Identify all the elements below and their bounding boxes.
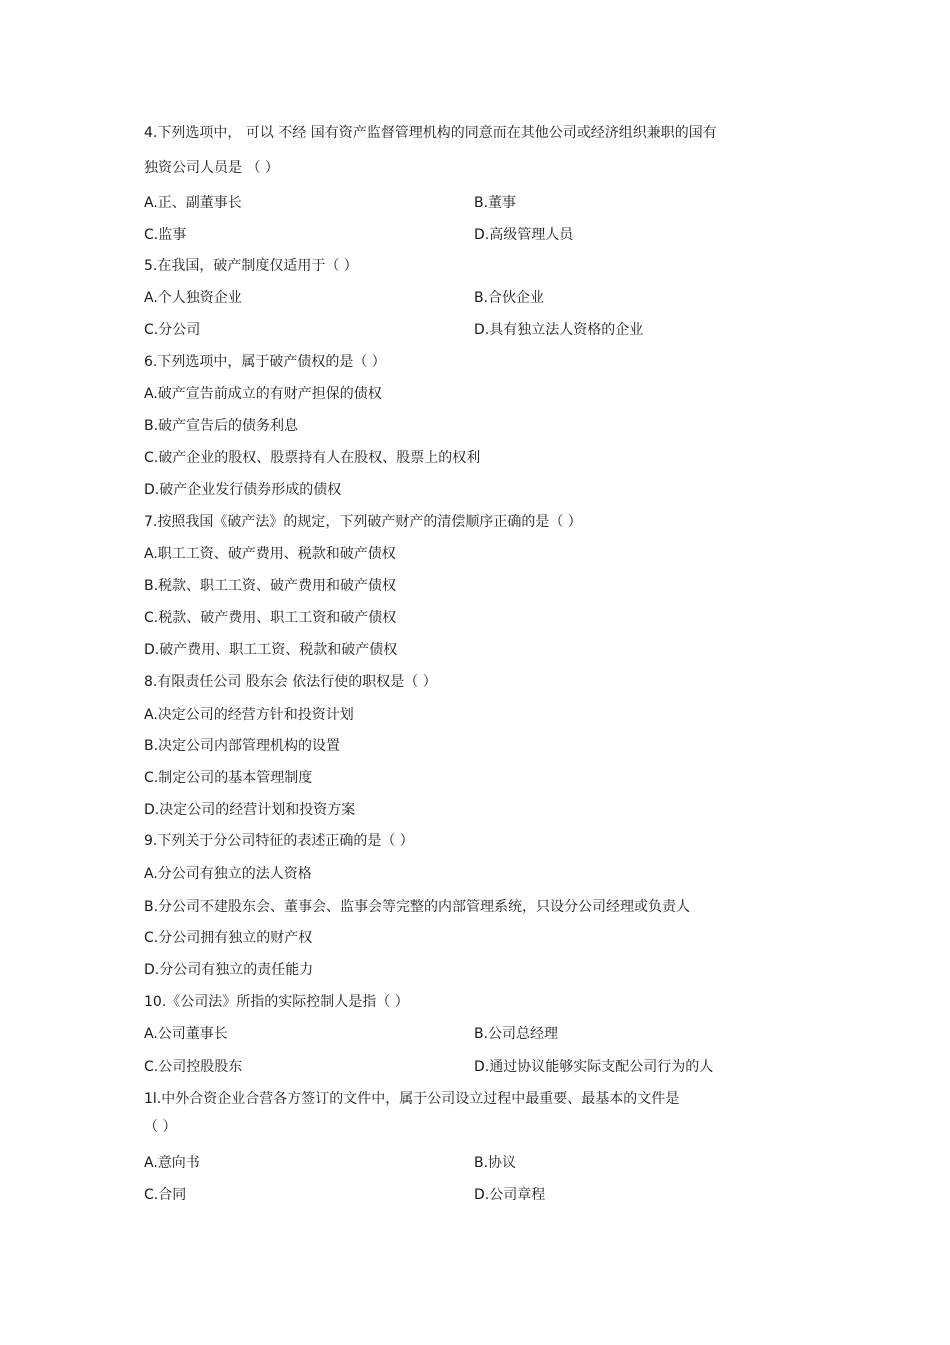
question-6-option-c: C.破产企业的股权、股票持有人在股权、股票上的权利 <box>144 450 481 466</box>
question-5-option-a: A.个人独资企业 <box>144 290 242 306</box>
question-5-option-b: B.合伙企业 <box>474 290 545 306</box>
question-7-option-d: D.破产费用、职工工资、税款和破产债权 <box>144 642 398 658</box>
question-9-option-c: C.分公司拥有独立的财产权 <box>144 930 313 946</box>
question-4-stem-line1: 4.下列选项中， 可以 不经 国有资产监督管理机构的同意而在其他公司或经济组织兼职的国有 <box>144 125 717 141</box>
question-6-option-a: A.破产宣告前成立的有财产担保的债权 <box>144 386 382 402</box>
question-6-option-b: B.破产宣告后的债务利息 <box>144 418 299 434</box>
question-6-stem: 6.下列选项中，属于破产债权的是（ ） <box>144 354 386 370</box>
question-7-option-b: B.税款、职工工资、破产费用和破产债权 <box>144 578 397 594</box>
question-6-option-d: D.破产企业发行债券形成的债权 <box>144 482 342 498</box>
question-4-stem-line2: 独资公司人员是 （ ） <box>144 160 279 176</box>
question-10-option-d: D.通过协议能够实际支配公司行为的人 <box>474 1059 714 1075</box>
question-4-option-b: B.董事 <box>474 195 517 211</box>
question-11-option-b: B.协议 <box>474 1155 517 1171</box>
question-5-option-c: C.分公司 <box>144 322 201 338</box>
question-10-option-a: A.公司董事长 <box>144 1026 228 1042</box>
question-4-option-c: C.监事 <box>144 227 187 243</box>
question-11-stem-line2: （ ） <box>144 1119 177 1135</box>
question-9-option-b: B.分公司不建股东会、董事会、监事会等完整的内部管理系统，只设分公司经理或负责人 <box>144 899 691 915</box>
question-10-stem: 10.《公司法》所指的实际控制人是指（ ） <box>144 994 409 1010</box>
question-4-option-a: A.正、副董事长 <box>144 195 242 211</box>
question-9-option-a: A.分公司有独立的法人资格 <box>144 866 312 882</box>
question-8-option-a: A.决定公司的经营方针和投资计划 <box>144 707 354 723</box>
question-11-option-a: A.意向书 <box>144 1155 200 1171</box>
question-5-option-d: D.具有独立法人资格的企业 <box>474 322 644 338</box>
question-10-option-c: C.公司控股股东 <box>144 1059 243 1075</box>
question-11-stem-line1: 1l.中外合资企业合营各方签订的文件中，属于公司设立过程中最重要、最基本的文件是 <box>144 1091 680 1107</box>
question-11-option-c: C.合同 <box>144 1187 187 1203</box>
question-11-option-d: D.公司章程 <box>474 1187 546 1203</box>
question-9-option-d: D.分公司有独立的责任能力 <box>144 962 314 978</box>
question-8-stem: 8.有限责任公司 股东会 依法行使的职权是（ ） <box>144 674 437 690</box>
question-7-option-c: C.税款、破产费用、职工工资和破产债权 <box>144 610 397 626</box>
question-8-option-c: C.制定公司的基本管理制度 <box>144 770 313 786</box>
question-8-option-d: D.决定公司的经营计划和投资方案 <box>144 802 356 818</box>
question-4-option-d: D.高级管理人员 <box>474 227 574 243</box>
question-7-stem: 7.按照我国《破产法》的规定，下列破产财产的清偿顺序正确的是（ ） <box>144 514 582 530</box>
question-8-option-b: B.决定公司内部管理机构的设置 <box>144 738 341 754</box>
question-5-stem: 5.在我国，破产制度仅适用于（ ） <box>144 258 358 274</box>
question-10-option-b: B.公司总经理 <box>474 1026 559 1042</box>
question-9-stem: 9.下列关于分公司特征的表述正确的是（ ） <box>144 833 414 849</box>
question-7-option-a: A.职工工资、破产费用、税款和破产债权 <box>144 546 396 562</box>
